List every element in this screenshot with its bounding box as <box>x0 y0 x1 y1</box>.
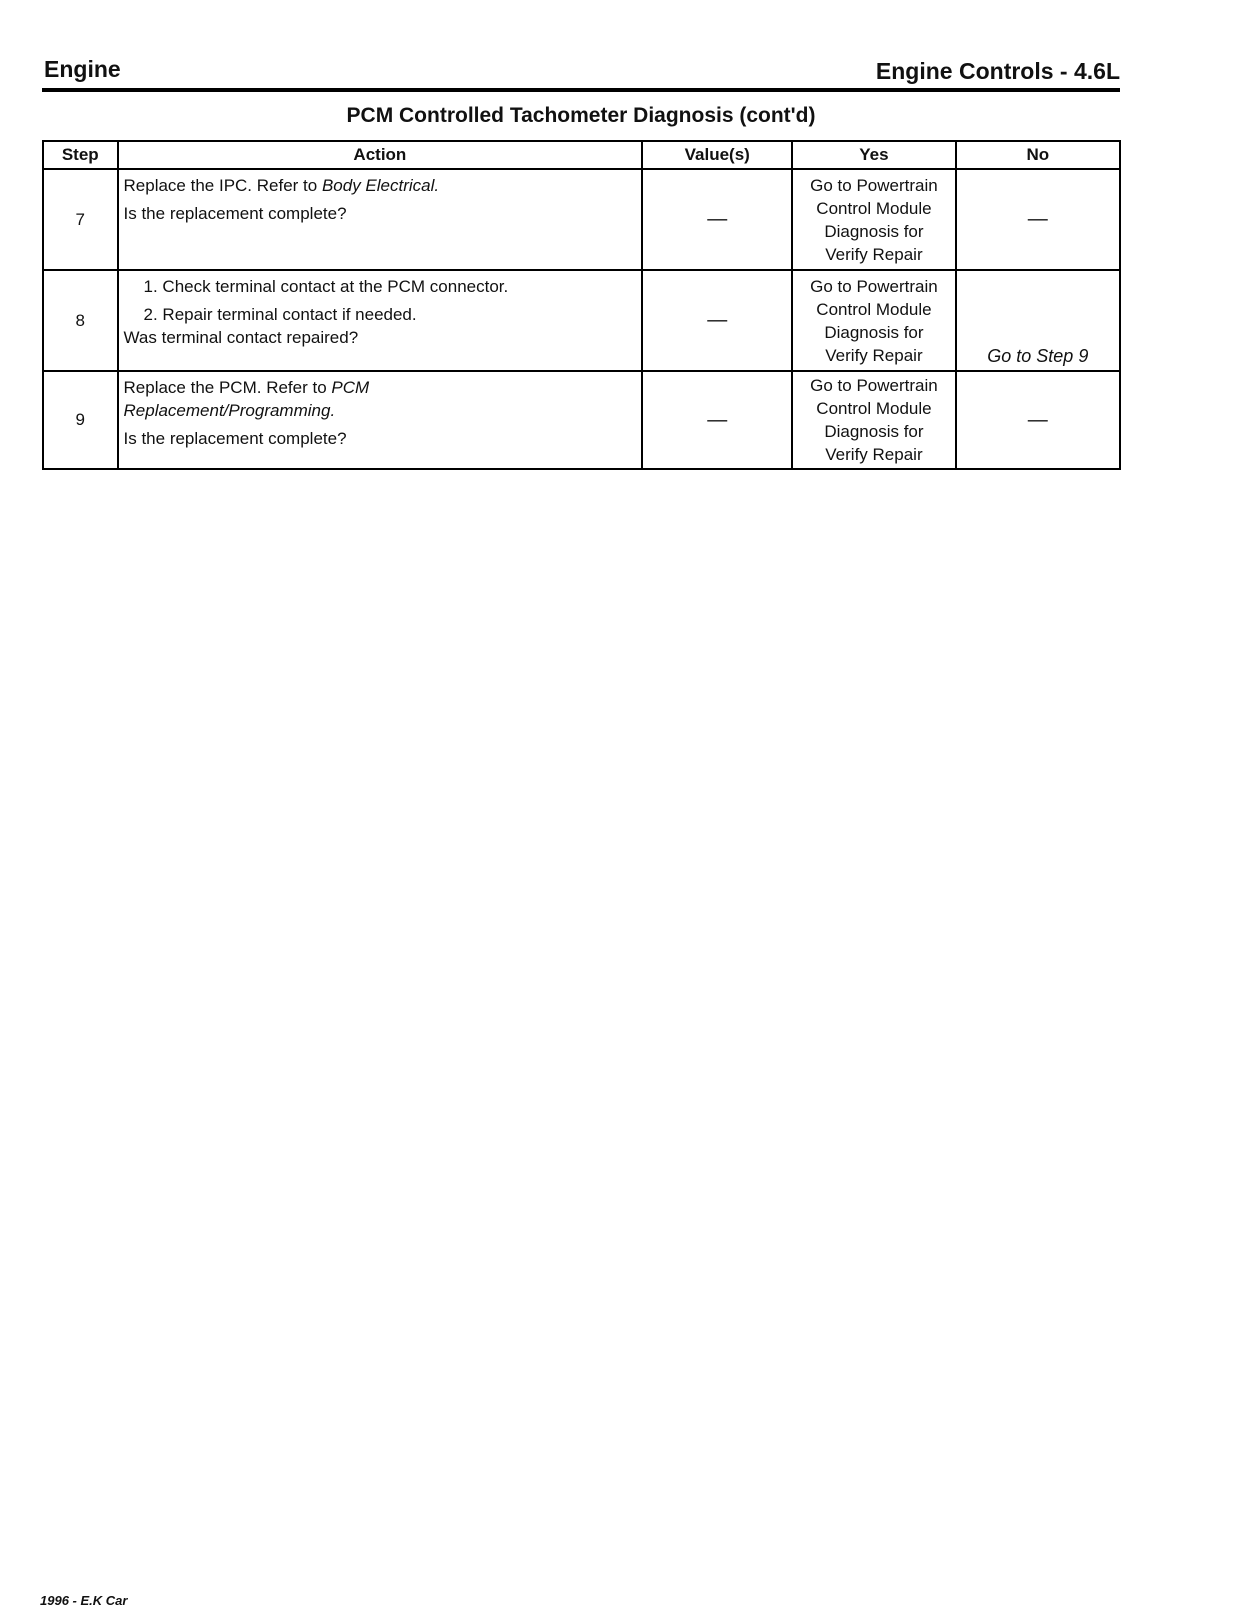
reference-link-text: Replacement/Programming. <box>123 401 336 420</box>
step-number: 9 <box>43 371 118 469</box>
step-number: 8 <box>43 270 118 371</box>
action-instruction <box>124 376 636 399</box>
col-header-action: Action <box>118 141 643 169</box>
action-text: Replace the IPC. Refer to <box>123 176 322 195</box>
table-header-row <box>43 141 1120 169</box>
action-instruction <box>124 174 636 197</box>
action-cell <box>118 371 643 469</box>
table-row-step-7 <box>43 169 1120 270</box>
no-cell: — <box>956 169 1120 270</box>
value-cell: — <box>642 371 792 469</box>
yes-cell <box>792 270 955 371</box>
table-row-step-9 <box>43 371 1120 469</box>
action-text: Replace the PCM. Refer to <box>123 378 332 397</box>
table-row-step-8 <box>43 270 1120 371</box>
section-header-right: Engine Controls - 4.6L <box>875 58 1120 84</box>
yes-line: Go to Powertrain <box>810 276 938 296</box>
action-cell <box>118 270 643 371</box>
table-title: PCM Controlled Tachometer Diagnosis (cont'd) <box>346 104 816 127</box>
yes-line: Verify Repair <box>825 244 923 264</box>
col-header-values: Value(s) <box>642 141 792 169</box>
yes-cell <box>792 371 955 469</box>
col-header-yes: Yes <box>792 141 955 169</box>
header-rule <box>42 88 1120 92</box>
yes-line: Control Module <box>816 399 932 418</box>
value-cell: — <box>642 270 792 371</box>
action-question: Is the replacement complete? <box>123 204 347 223</box>
section-header-left: Engine <box>44 56 121 82</box>
page-footer: 1996 - E.K Car <box>40 1593 128 1608</box>
action-list-item: 1. Check terminal contact at the PCM connector. <box>143 277 509 296</box>
action-question: Is the replacement complete? <box>123 429 347 448</box>
col-header-no: No <box>956 141 1120 169</box>
col-header-step: Step <box>43 141 118 169</box>
yes-line: Diagnosis for <box>824 221 924 241</box>
yes-line: Verify Repair <box>825 445 923 464</box>
yes-cell <box>792 169 955 270</box>
reference-link-text: PCM <box>331 378 370 397</box>
step-number: 7 <box>43 169 118 270</box>
yes-line: Diagnosis for <box>824 322 924 342</box>
yes-line: Diagnosis for <box>824 422 924 441</box>
no-cell: — <box>956 371 1120 469</box>
yes-line: Go to Powertrain <box>810 175 938 195</box>
yes-line: Control Module <box>816 299 932 319</box>
no-cell: Go to Step 9 <box>956 270 1120 371</box>
diagnosis-table <box>42 140 1121 470</box>
reference-link-text: Body Electrical. <box>321 176 440 195</box>
yes-line: Control Module <box>816 198 932 218</box>
action-cell <box>118 169 643 270</box>
action-question: Was terminal contact repaired? <box>123 328 359 347</box>
yes-line: Go to Powertrain <box>810 376 938 395</box>
action-list-item: 2. Repair terminal contact if needed. <box>143 305 417 324</box>
yes-line: Verify Repair <box>825 345 923 365</box>
value-cell: — <box>642 169 792 270</box>
